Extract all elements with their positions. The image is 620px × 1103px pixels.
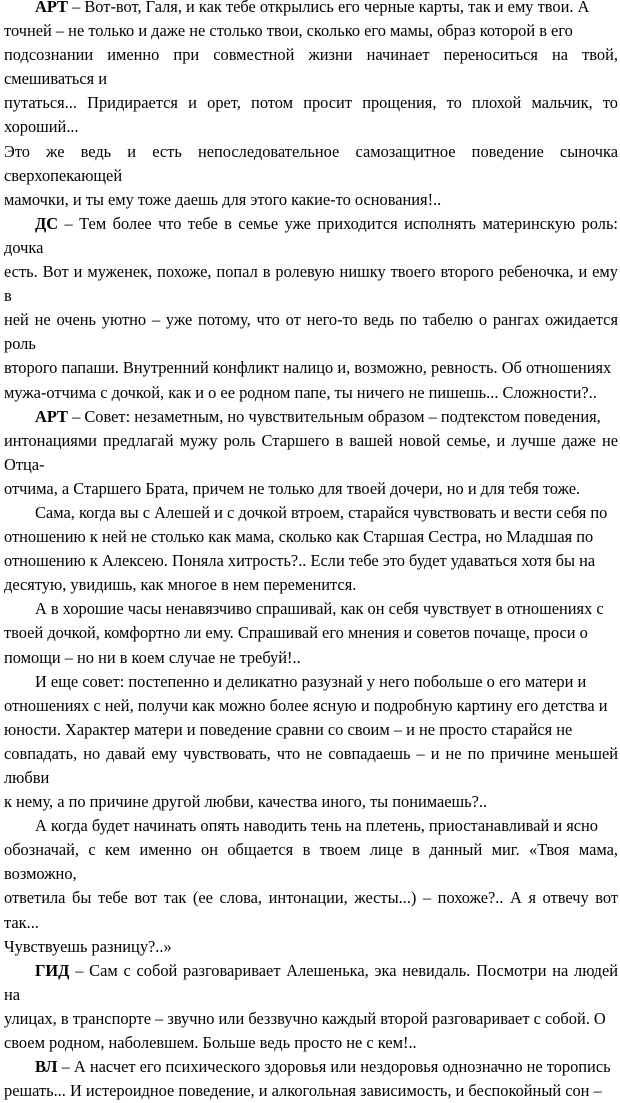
paragraph-text: – Вот-вот, Галя, и как тебе открылись его черные карты, так и ему твои. А точней – не только и даже не столько твои, сколько его мамы, образ которой в его подсознании именно при совместной жизни начинает переноситься на твой, смешиваться и путаться... Придирается и орет, потом просит прощения, то плохой мальчик, то хороший... Это же ведь и есть непоследовательное самозащитное поведение сыночка сверхопекающей мамочки, и ты ему тоже даешь для этого какие-то основания!.. [4,0,618,209]
paragraph-6 [4,670,618,815]
paragraph-text: – Сам с собой разговаривает Алешенька, эка невидаль. Посмотри на людей на улицах, в транспорте – звучно или беззвучно каждый второй разговаривает с собой. О своем родном, наболевшем. Больше ведь просто не с кем!.. [4,960,618,1053]
speaker-label: АРТ [35,0,68,16]
speaker-label: ДС [35,213,59,233]
speaker-label: АРТ [35,406,68,426]
paragraph-2 [4,212,618,405]
paragraph-text: – Совет: незаметным, но чувствительным образом – подтекстом поведения, интонациями предлагай мужу роль Старшего в вашей новой семье, и лучше даже не Отца- отчима, а Старшего Брата, причем не только для твоей дочери, но и для тебя тоже. [4,406,618,498]
paragraph-text: Сама, когда вы с Алешей и с дочкой втроем, старайся чувствовать и вести себя по отношению к ней не столько как мама, сколько как Старшая Сестра, но Младшая по отношению к Алексею. Поняла хитрость?.. Если тебе это будет удаваться хотя бы на десятую, увидишь, как многое в нем переменится. [4,502,608,595]
paragraph-7 [4,814,618,959]
paragraph-3 [4,405,618,501]
paragraph-4 [4,501,618,597]
paragraph-8 [4,959,618,1055]
paragraph-text: И еще совет: постепенно и деликатно разузнай у него побольше о его матери и отношениях с ней, получи как можно более ясную и подробную картину его детства и юности. Характер матери и поведение сравни со своим – и не просто старайся не совпадать, но давай ему чувствовать, что не совпадаешь – и не по причине меньшей любви к нему, а по причине другой любви, качества иного, ты понимаешь?.. [4,671,618,812]
paragraph-text: – Тем более что тебе в семье уже приходится исполнять материнскую роль: дочка есть. Вот и муженек, похоже, попал в ролевую нишку твоего второго ребеночка, и ему в ней не очень уютно – уже потому, что от него-то ведь по табелю о рангах ожидается роль второго папаши. Внутренний конфликт налицо и, возможно, ревность. Об отношениях мужа-отчима с дочкой, как и о ее родном папе, ты ничего не пишешь... Сложности?.. [4,213,618,402]
paragraph-5 [4,597,618,669]
paragraph-9 [4,1055,618,1103]
speaker-label: ГИД [35,960,70,980]
speaker-label: ВЛ [35,1057,58,1077]
paragraph-text: А в хорошие часы ненавязчиво спрашивай, как он себя чувствует в отношениях с твоей дочкой, комфортно ли ему. Спрашивай его мнения и советов почаще, проси о помощи – но ни в коем случае не требуй!.. [4,599,604,667]
paragraph-text: А когда будет начинать опять наводить тень на плетень, приостанавливай и ясно обозначай, с кем именно он общается в твоем лице в данный миг. «Твоя мама, возможно, ответила бы тебе вот так (ее слова, интонации, жесты...) – похоже?.. А я отвечу вот так... Чувствуешь разницу?..» [4,816,618,956]
paragraph-1 [4,0,618,212]
paragraph-text: – А насчет его психического здоровья или нездоровья однозначно не торопись решать... И истероидное поведение, и алкогольная зависимость, и беспокойный сон – [4,1057,611,1101]
